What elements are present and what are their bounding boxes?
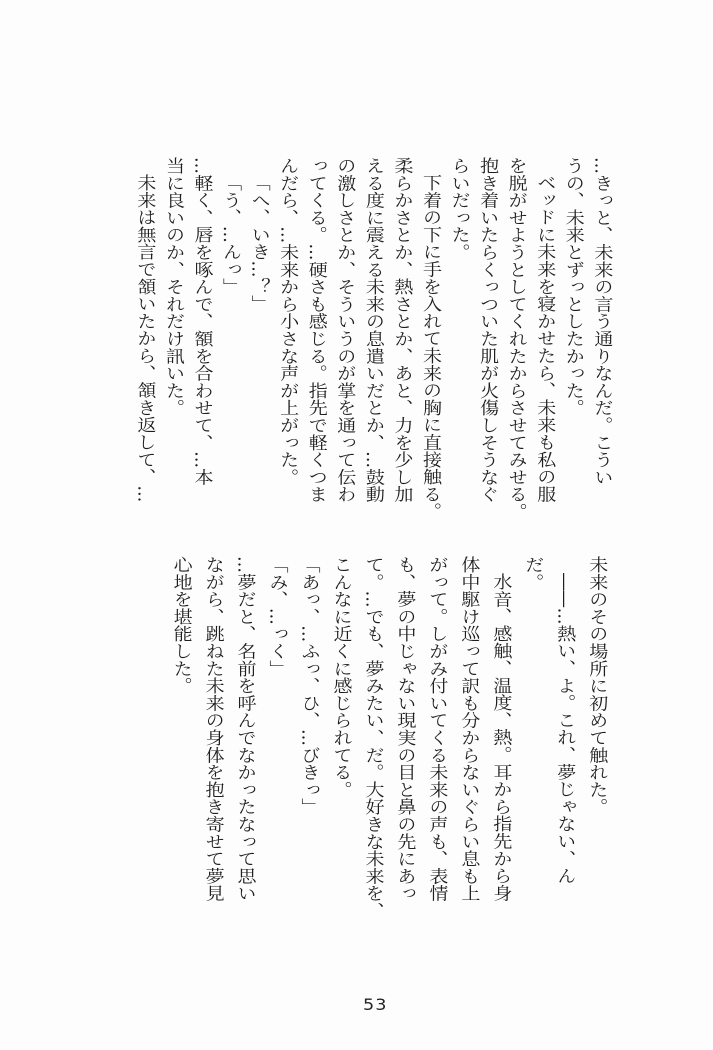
text-column: 柔らかさとか、熱さとか、あと、力を少し加 xyxy=(389,157,412,503)
text-column: …きっと、未来の言う通りなんだ。こうい xyxy=(589,157,612,486)
text-column: …夢だと、名前を呼んでなかったなって思い xyxy=(233,556,256,902)
text-column: て。…でも、夢みたい、だ。大好きな未来を、 xyxy=(361,556,384,920)
text-column: も、夢の中じゃない現実の目と鼻の先にあっ xyxy=(393,556,416,902)
text-column: 抱き着いたらくっついた肌が火傷しそうなぐ xyxy=(475,157,498,503)
text-column-dialogue: 「あっ、…ふっ、ひ、…びきっ」 xyxy=(297,556,320,816)
text-column: 未来のその場所に初めて触れた。 xyxy=(585,556,608,816)
text-column: 当に良いのか、それだけ訊いた。 xyxy=(160,157,184,417)
text-column: だ。 xyxy=(521,556,544,591)
text-column: …軽く、唇を啄んで、額を合わせて、…本 xyxy=(189,157,212,486)
text-column: 水音、感触、温度、熱。耳から指先から身 xyxy=(489,573,512,902)
text-column: ってくる。…硬さも感じる。指先で軽くつま xyxy=(303,157,327,503)
text-column: 心地を堪能した。 xyxy=(169,556,192,695)
text-column: の激しさとか、そういうのが掌を通って伝わ xyxy=(332,157,355,503)
text-column: 未来は無言で頷いたから、頷き返して、… xyxy=(132,174,155,503)
text-column: を脱がせようとしてくれたからさせてみせる。 xyxy=(503,157,527,521)
text-column-dialogue: 「み、…っく」 xyxy=(265,556,288,678)
text-column: える度に震える未来の息遣いだとか、…鼓動 xyxy=(360,157,384,503)
text-column: こんなに近くに感じられてる。 xyxy=(329,556,352,799)
text-column: 下着の下に手を入れて未来の胸に直接触る。 xyxy=(418,174,441,520)
page-number: 53 xyxy=(363,995,388,1014)
text-column: ベッドに未来を寝かせたら、未来も私の服 xyxy=(532,174,555,503)
text-column: 体中駆け巡って訳も分からないぐらい息も上 xyxy=(457,556,480,902)
text-block-bottom xyxy=(164,556,612,941)
text-column: ――…熱い、よ。これ、夢じゃない、ん xyxy=(553,573,576,885)
text-column: うの、未来とずっとしたかった。 xyxy=(560,157,584,417)
text-column-dialogue: 「へ、いき…？」 xyxy=(246,174,270,313)
text-column-dialogue: 「う、…んっ」 xyxy=(218,174,241,296)
text-block-top xyxy=(128,157,614,532)
text-column: んだら、…未来から小さな声が上がった。 xyxy=(275,157,298,486)
text-column: がって。しがみ付いてくる未来の声も、表情 xyxy=(425,556,448,902)
text-column: ながら、跳ねた未来の身体を抱き寄せて夢見 xyxy=(201,556,224,902)
text-column: らいだった。 xyxy=(446,157,469,261)
